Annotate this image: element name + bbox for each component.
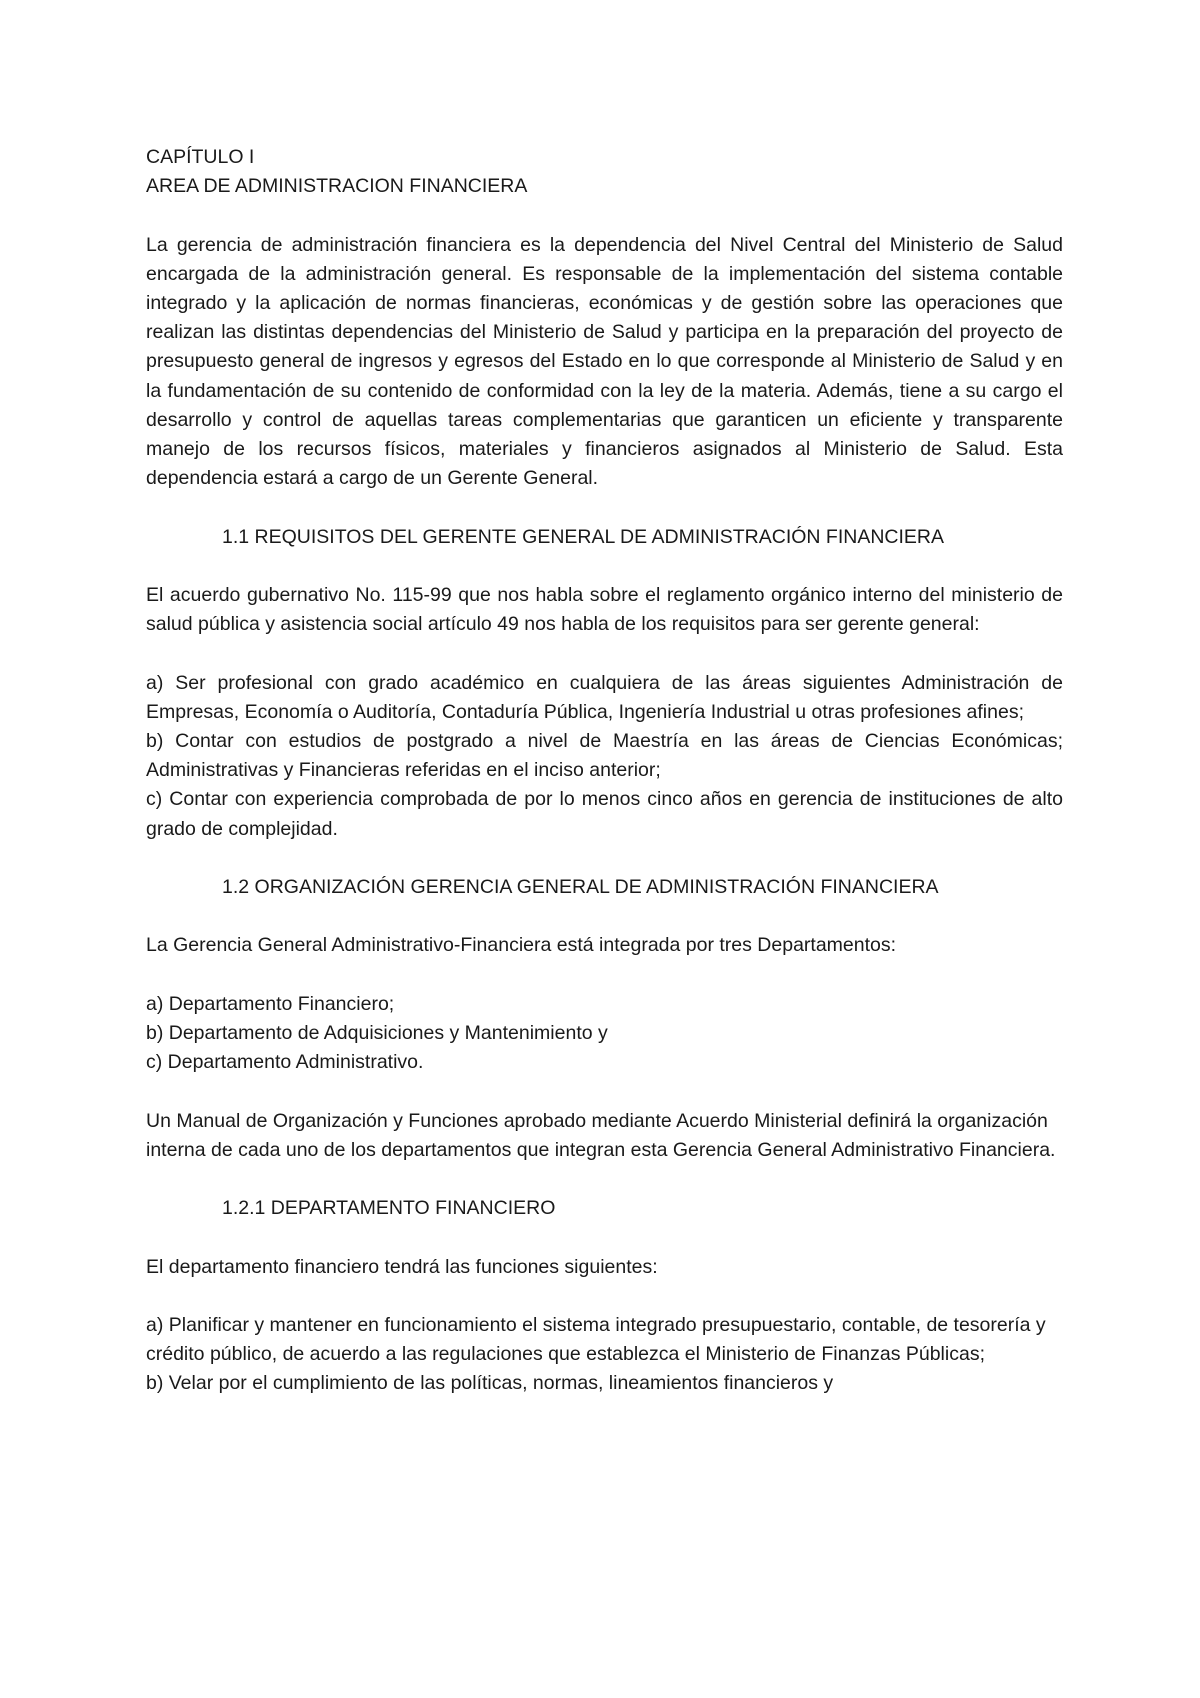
spacer bbox=[146, 1077, 1063, 1106]
section-heading-1-2: 1.2 ORGANIZACIÓN GERENCIA GENERAL DE ADMINISTRACIÓN FINANCIERA bbox=[222, 876, 939, 898]
spacer bbox=[146, 961, 1063, 990]
function-item-a: a) Planificar y mantener en funcionamiento el sistema integrado presupuestario, contable, de tesorería y crédito público, de acuerdo a las regulaciones que establezca el Ministerio de Finanzas Públicas; bbox=[146, 1313, 1046, 1366]
function-item-b: b) Velar por el cumplimiento de las políticas, normas, lineamientos financieros y bbox=[146, 1372, 834, 1395]
section-heading-1-1: 1.1 REQUISITOS DEL GERENTE GENERAL DE ADMINISTRACIÓN FINANCIERA bbox=[222, 525, 945, 548]
section-1-2-closing: Un Manual de Organización y Funciones aprobado mediante Acuerdo Ministerial definirá la organización interna de cada uno de los departamentos que integran esta Gerencia General Administrativo Financiera. bbox=[146, 1109, 1056, 1161]
requirement-item-c: c) Contar con experiencia comprobada de por lo menos cinco años en gerencia de instituciones de alto grado de complejidad. bbox=[146, 788, 1063, 840]
department-item-a: a) Departamento Financiero; bbox=[146, 992, 395, 1015]
requirement-item-a: a) Ser profesional con grado académico en cualquiera de las áreas siguientes Administración de Empresas, Economía o Auditoría, Contaduría Pública, Ingeniería Industrial u otras profesiones afines; bbox=[146, 671, 1063, 723]
requirement-item-b: b) Contar con estudios de postgrado a nivel de Maestría en las áreas de Ciencias Económicas; Administrativas y Financieras referidas en el inciso anterior; bbox=[146, 730, 1063, 782]
spacer bbox=[146, 844, 1063, 873]
spacer bbox=[146, 493, 1063, 522]
chapter-label: CAPÍTULO I bbox=[146, 146, 255, 168]
section-1-2-intro: La Gerencia General Administrativo-Financiera está integrada por tres Departamentos: bbox=[146, 934, 897, 957]
intro-paragraph: La gerencia de administración financiera es la dependencia del Nivel Central del Ministerio de Salud encargada de la administración general. Es responsable de la implementación del sistema contable integrado y la aplicación de normas financieras, económicas y de gestión sobre las operaciones que realizan las distintas dependencias del Ministerio de Salud y participa en la preparación del proyecto de presupuesto general de ingresos y egresos del Estado en lo que corresponde al Ministerio de Salud y en la fundamentación de su contenido de conformidad con la ley de la materia. Además, tiene a su cargo el desarrollo y control de aquellas tareas complementarias que garanticen un eficiente y transparente manejo de los recursos físicos, materiales y financieros asignados al Ministerio de Salud. Esta dependencia estará a cargo de un Gerente General. bbox=[146, 233, 1063, 490]
section-1-1-intro: El acuerdo gubernativo No. 115-99 que nos habla sobre el reglamento orgánico interno del ministerio de salud pública y asistencia social artículo 49 nos habla de los requisitos para ser gerente general: bbox=[146, 584, 1063, 636]
spacer bbox=[146, 1282, 1063, 1311]
document-body bbox=[146, 143, 1063, 1399]
section-1-2-1-intro: El departamento financiero tendrá las funciones siguientes: bbox=[146, 1255, 658, 1278]
spacer bbox=[146, 639, 1063, 668]
spacer bbox=[146, 1223, 1063, 1252]
area-title: AREA DE ADMINISTRACION FINANCIERA bbox=[146, 175, 528, 198]
department-item-b: b) Departamento de Adquisiciones y Mantenimiento y bbox=[146, 1021, 608, 1044]
department-item-c: c) Departamento Administrativo. bbox=[146, 1051, 424, 1074]
section-heading-1-2-1: 1.2.1 DEPARTAMENTO FINANCIERO bbox=[222, 1197, 556, 1220]
spacer bbox=[146, 552, 1063, 581]
spacer bbox=[146, 1165, 1063, 1194]
spacer bbox=[146, 902, 1063, 931]
spacer bbox=[146, 201, 1063, 230]
